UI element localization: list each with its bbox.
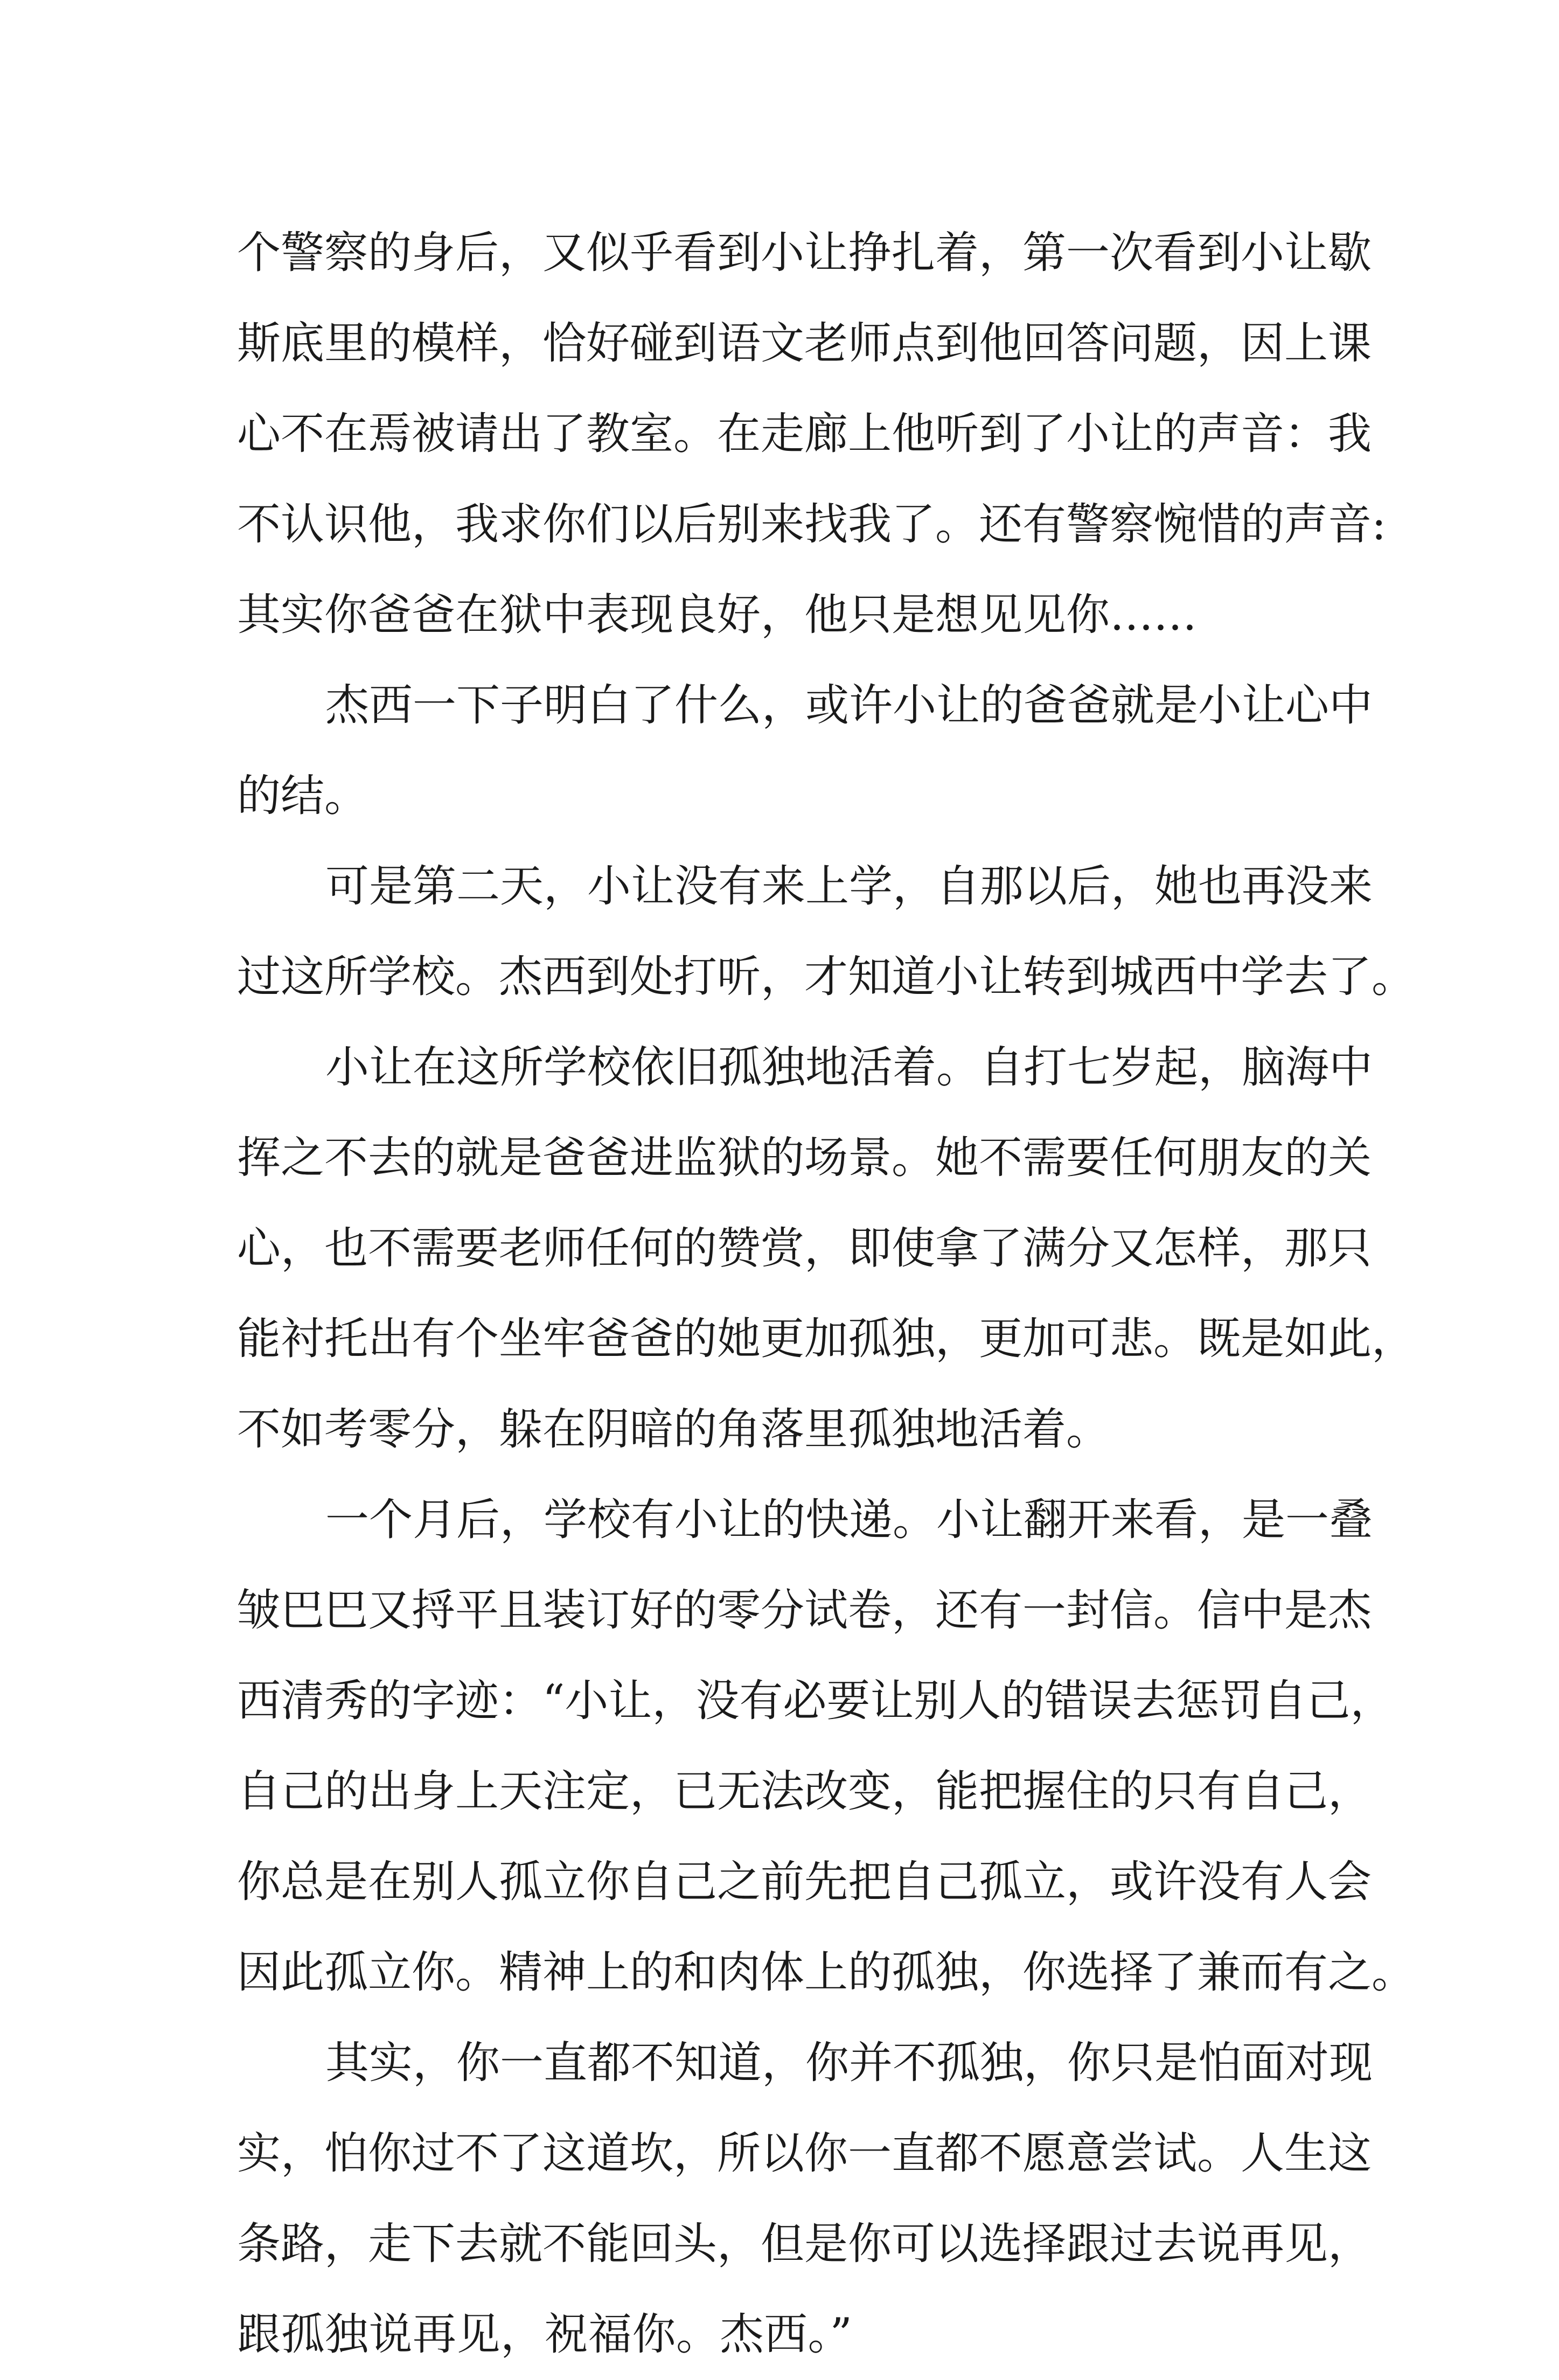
text-line: 的结。 bbox=[237, 771, 368, 822]
text-line: 不如考零分，躲在阴暗的角落里孤独地活着。 bbox=[237, 1404, 1110, 1455]
text-line: 你总是在别人孤立你自己之前先把自己孤立，或许没有人会 bbox=[237, 1857, 1372, 1908]
text-line: 能衬托出有个坐牢爸爸的她更加孤独，更加可悲。既是如此， bbox=[237, 1314, 1416, 1365]
text-line: 实，怕你过不了这道坎，所以你一直都不愿意尝试。人生这 bbox=[237, 2128, 1372, 2179]
paragraph-start-line: 可是第二天，小让没有来上学，自那以后，她也再没来 bbox=[325, 861, 1373, 912]
text-line: 挥之不去的就是爸爸进监狱的场景。她不需要任何朋友的关 bbox=[237, 1133, 1372, 1184]
text-line: 自己的出身上天注定，已无法改变，能把握住的只有自己， bbox=[237, 1766, 1372, 1817]
text-line: 心不在焉被请出了教室。在走廊上他听到了小让的声音：我 bbox=[237, 409, 1372, 460]
text-line: 其实你爸爸在狱中表现良好，他只是想见见你…… bbox=[237, 590, 1198, 641]
text-line: 西清秀的字迹：“小让，没有必要让别人的错误去惩罚自己， bbox=[237, 1676, 1394, 1727]
text-line: 斯底里的模样，恰好碰到语文老师点到他回答问题，因上课 bbox=[237, 318, 1372, 369]
text-line: 不认识他，我求你们以后别来找我了。还有警察惋惜的声音: bbox=[237, 499, 1387, 550]
paragraph-start-line: 杰西一下子明白了什么，或许小让的爸爸就是小让心中 bbox=[325, 680, 1373, 731]
text-line: 因此孤立你。精神上的和肉体上的孤独，你选择了兼而有之。 bbox=[237, 1947, 1416, 1998]
paragraph-start-line: 一个月后，学校有小让的快递。小让翻开来看，是一叠 bbox=[325, 1495, 1373, 1546]
text-line: 过这所学校。杰西到处打听，才知道小让转到城西中学去了。 bbox=[237, 952, 1416, 1003]
text-line: 个警察的身后，又似乎看到小让挣扎着，第一次看到小让歇 bbox=[237, 228, 1372, 279]
text-line: 条路，走下去就不能回头，但是你可以选择跟过去说再见， bbox=[237, 2219, 1372, 2270]
text-line: 跟孤独说再见，祝福你。杰西。” bbox=[237, 2309, 853, 2360]
paragraph-start-line: 小让在这所学校依旧孤独地活着。自打七岁起，脑海中 bbox=[325, 1042, 1373, 1093]
text-line: 心，也不需要老师任何的赞赏，即使拿了满分又怎样，那只 bbox=[237, 1223, 1372, 1274]
text-line: 皱巴巴又捋平且装订好的零分试卷，还有一封信。信中是杰 bbox=[237, 1585, 1372, 1636]
paragraph-start-line: 其实，你一直都不知道，你并不孤独，你只是怕面对现 bbox=[325, 2038, 1373, 2089]
body-text bbox=[237, 208, 1416, 2380]
